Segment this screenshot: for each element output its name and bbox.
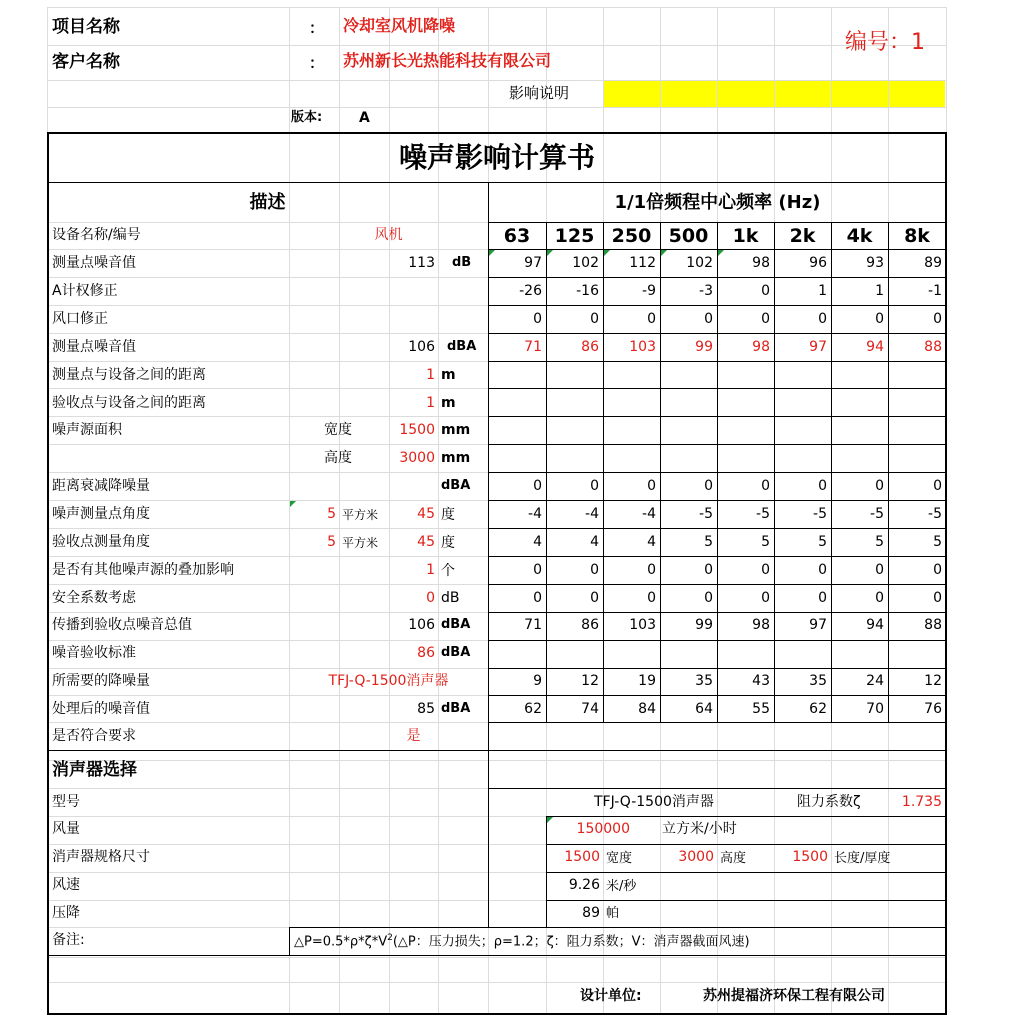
- dist-acc-unit: m: [441, 395, 456, 411]
- reduction-freq-value: 24: [866, 673, 884, 689]
- air-label: 风量: [52, 821, 80, 837]
- size-l: 1500: [792, 849, 828, 865]
- project-label: 项目名称: [52, 17, 120, 37]
- measured-a-freq-value: 86: [581, 339, 599, 355]
- freq-63: 63: [503, 225, 531, 247]
- dist-atten-freq-value: 0: [647, 478, 656, 494]
- version-value: A: [359, 110, 370, 126]
- angle-acc-freq-value: 5: [875, 534, 884, 550]
- press-label: 压降: [52, 905, 80, 921]
- dist-atten-freq-value: 0: [533, 478, 542, 494]
- total-unit: dBA: [441, 617, 471, 632]
- measured-freq-value: 102: [686, 255, 713, 271]
- resist-label: 阻力系数ζ: [797, 794, 861, 810]
- after-freq-value: 76: [924, 701, 942, 717]
- measured-a-freq-value: 98: [752, 339, 770, 355]
- freq-125: 125: [554, 225, 595, 247]
- standard-label: 噪音验收标准: [52, 645, 136, 661]
- angle-meas-u2: 度: [441, 507, 455, 523]
- total-freq-value: 71: [524, 617, 542, 633]
- angle-acc-freq-value: 4: [590, 534, 599, 550]
- after-freq-value: 74: [581, 701, 599, 717]
- safety-freq-value: 0: [818, 590, 827, 606]
- calculation-sheet: [47, 7, 947, 1015]
- measured-total: 113: [408, 255, 435, 271]
- reduction-freq-value: 43: [752, 673, 770, 689]
- standard-value: 86: [417, 645, 435, 661]
- vent-freq-value: 0: [590, 311, 599, 327]
- note-content: [294, 934, 750, 948]
- impact-label: 影响说明: [509, 84, 570, 102]
- total-freq-value: 97: [809, 617, 827, 633]
- aweight-freq-value: -3: [699, 283, 713, 299]
- dist-atten-label: 距离衰减降噪量: [52, 478, 150, 494]
- safety-value: 0: [426, 590, 435, 606]
- measured-a-total: 106: [408, 339, 435, 355]
- other-freq-value: 0: [761, 562, 770, 578]
- aweight-label: A计权修正: [52, 283, 118, 299]
- vent-freq-value: 0: [818, 311, 827, 327]
- total-freq-value: 86: [581, 617, 599, 633]
- angle-acc-freq-value: 4: [533, 534, 542, 550]
- after-label: 处理后的噪音值: [52, 701, 150, 717]
- angle-acc-freq-value: 5: [933, 534, 942, 550]
- vent-freq-value: 0: [875, 311, 884, 327]
- after-unit: dBA: [441, 701, 471, 716]
- dist-meas-unit: m: [441, 367, 456, 383]
- after-freq-value: 70: [866, 701, 884, 717]
- reduction-freq-value: 12: [924, 673, 942, 689]
- model-label: 型号: [52, 794, 80, 810]
- safety-freq-value: 0: [704, 590, 713, 606]
- measured-a-unit: dBA: [447, 339, 477, 354]
- other-freq-value: 0: [647, 562, 656, 578]
- size-label: 消声器规格尺寸: [52, 849, 150, 865]
- total-freq-value: 98: [752, 617, 770, 633]
- angle-meas-u1: 平方米: [342, 508, 379, 522]
- measured-a-freq-value: 94: [866, 339, 884, 355]
- angle-meas-v2: 45: [417, 506, 435, 522]
- size-h: 3000: [678, 849, 714, 865]
- angle-meas-label: 噪声测量点角度: [52, 506, 150, 522]
- measured-freq-value: 97: [524, 255, 542, 271]
- other-freq-value: 0: [818, 562, 827, 578]
- after-freq-value: 55: [752, 701, 770, 717]
- angle-meas-freq-value: -5: [813, 506, 827, 522]
- safety-label: 安全系数考虑: [52, 590, 136, 606]
- dist-acc-label: 验收点与设备之间的距离: [52, 395, 206, 411]
- angle-meas-freq-value: -5: [756, 506, 770, 522]
- total-total: 106: [408, 617, 435, 633]
- angle-meas-freq-value: -5: [699, 506, 713, 522]
- freq-4k: 4k: [846, 225, 873, 247]
- reduction-freq-value: 12: [581, 673, 599, 689]
- angle-acc-label: 验收点测量角度: [52, 534, 150, 550]
- project-colon: ：: [309, 19, 325, 37]
- safety-freq-value: 0: [590, 590, 599, 606]
- speed-label: 风速: [52, 877, 80, 893]
- ok-label: 是否符合要求: [52, 728, 136, 744]
- reduction-freq-value: 35: [695, 673, 713, 689]
- angle-acc-freq-value: 4: [647, 534, 656, 550]
- freq-8k: 8k: [904, 225, 930, 247]
- measured-freq-value: 112: [629, 255, 656, 271]
- safety-freq-value: 0: [761, 590, 770, 606]
- air-unit: 立方米/小时: [662, 821, 737, 837]
- other-freq-value: 0: [533, 562, 542, 578]
- measured-freq-value: 93: [866, 255, 884, 271]
- angle-meas-freq-value: -4: [642, 506, 656, 522]
- area-height-unit: mm: [441, 450, 471, 466]
- model-value: TFJ-Q-1500消声器: [594, 794, 714, 810]
- project-value: 冷却室风机降噪: [343, 16, 456, 35]
- measured-a-freq-value: 88: [924, 339, 942, 355]
- measured-freq-value: 89: [924, 255, 942, 271]
- area-width-unit: mm: [441, 422, 471, 438]
- note-superscript: 2: [387, 933, 393, 943]
- speed-value: 9.26: [568, 877, 600, 893]
- area-label: 噪声源面积: [52, 422, 122, 438]
- vent-freq-value: 0: [533, 311, 542, 327]
- freq-2k: 2k: [789, 225, 816, 247]
- safety-freq-value: 0: [933, 590, 942, 606]
- note-label: 备注:: [52, 932, 85, 948]
- measured-a-freq-value: 99: [695, 339, 713, 355]
- safety-freq-value: 0: [533, 590, 542, 606]
- total-freq-value: 94: [866, 617, 884, 633]
- area-width-label: 宽度: [324, 422, 352, 438]
- note-text: (△P：压力损失；ρ=1.2；ζ：阻力系数；V：消声器截面风速): [392, 934, 750, 950]
- size-h-label: 高度: [720, 851, 747, 866]
- press-unit: 帕: [606, 906, 620, 921]
- after-freq-value: 62: [809, 701, 827, 717]
- vent-freq-value: 0: [704, 311, 713, 327]
- angle-acc-v1: 5: [327, 534, 336, 550]
- measured-freq-value: 96: [809, 255, 827, 271]
- device-value: 风机: [374, 227, 403, 243]
- standard-unit: dBA: [441, 645, 471, 660]
- dist-atten-freq-value: 0: [933, 478, 942, 494]
- document-title: 噪声影响计算书: [398, 141, 595, 174]
- reduction-freq-value: 19: [638, 673, 656, 689]
- description-header: 描述: [249, 192, 286, 213]
- dist-atten-freq-value: 0: [590, 478, 599, 494]
- dist-atten-freq-value: 0: [704, 478, 713, 494]
- client-value: 苏州新长光热能科技有限公司: [343, 51, 552, 70]
- angle-acc-freq-value: 5: [704, 534, 713, 550]
- aweight-freq-value: -16: [576, 283, 599, 299]
- freq-1k: 1k: [732, 225, 759, 247]
- angle-acc-u1: 平方米: [342, 536, 379, 550]
- safety-freq-value: 0: [647, 590, 656, 606]
- dist-meas-value: 1: [426, 367, 435, 383]
- other-freq-value: 0: [933, 562, 942, 578]
- freq-500: 500: [668, 225, 709, 247]
- total-freq-value: 99: [695, 617, 713, 633]
- vent-freq-value: 0: [647, 311, 656, 327]
- size-w: 1500: [564, 849, 600, 865]
- press-value: 89: [582, 905, 600, 921]
- total-freq-value: 88: [924, 617, 942, 633]
- other-freq-value: 0: [590, 562, 599, 578]
- vent-freq-value: 0: [933, 311, 942, 327]
- dist-atten-freq-value: 0: [761, 478, 770, 494]
- dist-acc-value: 1: [426, 395, 435, 411]
- client-label: 客户名称: [52, 52, 120, 72]
- vent-freq-value: 0: [761, 311, 770, 327]
- reduction-value: TFJ-Q-1500消声器: [328, 673, 449, 689]
- area-height-label: 高度: [324, 450, 352, 466]
- after-freq-value: 62: [524, 701, 542, 717]
- angle-acc-v2: 45: [417, 534, 435, 550]
- aweight-freq-value: 0: [761, 283, 770, 299]
- measured-unit: dB: [452, 255, 472, 270]
- reduction-freq-value: 9: [533, 673, 542, 689]
- angle-meas-freq-value: -5: [870, 506, 884, 522]
- area-width-value: 1500: [399, 422, 435, 438]
- measured-label: 测量点噪音值: [52, 255, 136, 271]
- angle-meas-freq-value: -4: [528, 506, 542, 522]
- aweight-freq-value: -1: [928, 283, 942, 299]
- after-total: 85: [417, 701, 435, 717]
- angle-meas-freq-value: -5: [928, 506, 942, 522]
- aweight-freq-value: 1: [818, 283, 827, 299]
- aweight-freq-value: 1: [875, 283, 884, 299]
- silencer-section-title: 消声器选择: [52, 760, 137, 780]
- other-value: 1: [426, 562, 435, 578]
- angle-meas-v1: 5: [327, 506, 336, 522]
- design-value: 苏州提福济环保工程有限公司: [703, 988, 885, 1004]
- size-l-label: 长度/厚度: [834, 851, 891, 866]
- resist-value: 1.735: [901, 794, 942, 810]
- speed-unit: 米/秒: [606, 879, 637, 894]
- angle-acc-u2: 度: [441, 535, 455, 551]
- aweight-freq-value: -9: [642, 283, 656, 299]
- vent-label: 风口修正: [52, 311, 108, 327]
- dist-atten-freq-value: 0: [875, 478, 884, 494]
- reduction-label: 所需要的降噪量: [52, 673, 150, 689]
- after-freq-value: 64: [695, 701, 713, 717]
- version-label: 版本:: [291, 110, 323, 125]
- measured-a-freq-value: 71: [524, 339, 542, 355]
- measured-a-freq-value: 103: [629, 339, 656, 355]
- total-freq-value: 103: [629, 617, 656, 633]
- measured-freq-value: 102: [572, 255, 599, 271]
- design-label: 设计单位:: [580, 988, 642, 1004]
- angle-acc-freq-value: 5: [761, 534, 770, 550]
- ok-value: 是: [406, 728, 421, 744]
- device-label: 设备名称/编号: [52, 227, 141, 243]
- other-unit: 个: [441, 563, 455, 579]
- note-formula: △P=0.5*ρ*ζ*V: [294, 934, 388, 950]
- after-freq-value: 84: [638, 701, 656, 717]
- reduction-freq-value: 35: [809, 673, 827, 689]
- dist-meas-label: 测量点与设备之间的距离: [52, 367, 206, 383]
- safety-unit: dB: [441, 590, 460, 606]
- safety-freq-value: 0: [875, 590, 884, 606]
- aweight-freq-value: -26: [519, 283, 542, 299]
- other-freq-value: 0: [704, 562, 713, 578]
- freq-250: 250: [611, 225, 652, 247]
- area-height-value: 3000: [399, 450, 435, 466]
- dist-atten-freq-value: 0: [818, 478, 827, 494]
- number-label: 编号：1: [845, 30, 925, 55]
- size-w-label: 宽度: [606, 851, 633, 866]
- total-label: 传播到验收点噪音总值: [52, 617, 192, 633]
- client-colon: ：: [309, 54, 325, 72]
- dist-atten-unit: dBA: [441, 478, 471, 493]
- frequency-header: 1/1倍频程中心频率 (Hz): [614, 192, 821, 213]
- angle-meas-freq-value: -4: [585, 506, 599, 522]
- other-label: 是否有其他噪声源的叠加影响: [52, 562, 234, 578]
- measured-freq-value: 98: [752, 255, 770, 271]
- air-value: 150000: [576, 821, 630, 837]
- angle-acc-freq-value: 5: [818, 534, 827, 550]
- measured-a-freq-value: 97: [809, 339, 827, 355]
- measured-a-label: 测量点噪音值: [52, 339, 136, 355]
- other-freq-value: 0: [875, 562, 884, 578]
